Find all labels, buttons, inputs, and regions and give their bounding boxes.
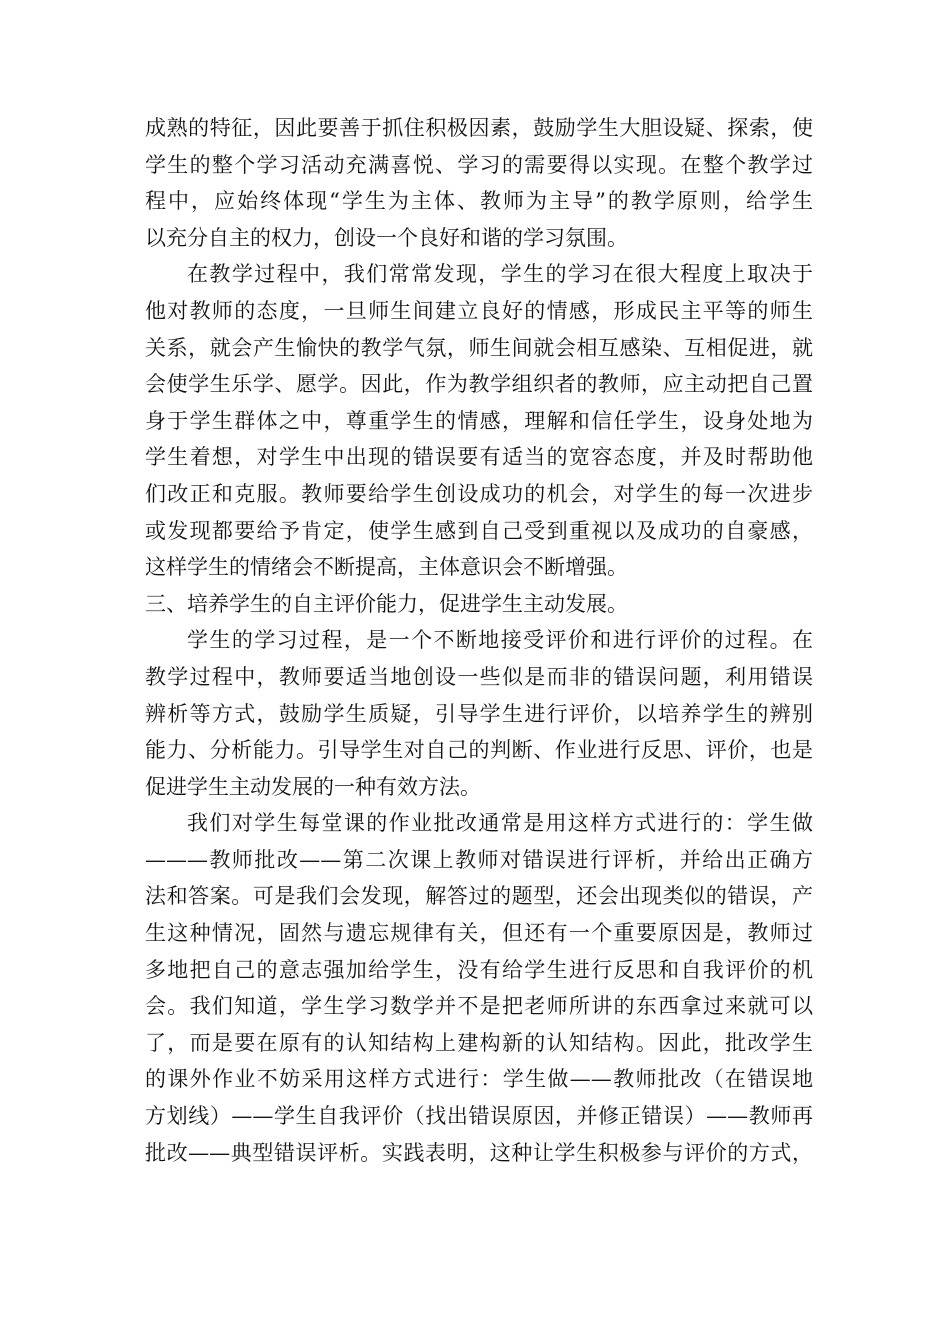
text-line: 或发现都要给予肯定，使学生感到自己受到重视以及成功的自豪感， (145, 518, 813, 543)
text-line: 以充分自主的权力，创设一个良好和谐的学习氛围。 (145, 225, 628, 250)
text-line: 批改——典型错误评析。实践表明，这种让学生积极参与评价的方式， (145, 1140, 813, 1165)
text-line: 学生的整个学习活动充满喜悦、学习的需要得以实现。在整个教学过 (145, 152, 813, 177)
text-line: 法和答案。可是我们会发现，解答过的题型，还会出现类似的错误，产 (145, 884, 813, 909)
text-line: 这样学生的情绪会不断提高，主体意识会不断增强。 (145, 555, 628, 580)
text-line: 能力、分析能力。引导学生对自己的判断、作业进行反思、评价，也是 (145, 738, 813, 763)
body-text (145, 110, 813, 1171)
text-line: 身于学生群体之中，尊重学生的情感，理解和信任学生，设身处地为 (145, 408, 813, 433)
text-line: ———教师批改——第二次课上教师对错误进行评析，并给出正确方 (145, 847, 813, 872)
text-line: 关系，就会产生愉快的教学气氛，师生间就会相互感染、互相促进，就 (145, 335, 813, 360)
text-line: 会。我们知道，学生学习数学并不是把老师所讲的东西拿过来就可以 (145, 994, 813, 1019)
text-line: 多地把自己的意志强加给学生，没有给学生进行反思和自我评价的机 (145, 957, 813, 982)
text-line: 的课外作业不妨采用这样方式进行：学生做——教师批改（在错误地 (145, 1067, 813, 1092)
text-line: 会使学生乐学、愿学。因此，作为教学组织者的教师，应主动把自己置 (145, 372, 813, 397)
text-line: 我们对学生每堂课的作业批改通常是用这样方式进行的：学生做 (187, 811, 813, 836)
text-line: 他对教师的态度，一旦师生间建立良好的情感，形成民主平等的师生 (145, 298, 813, 323)
text-line: 学生着想，对学生中出现的错误要有适当的宽容态度，并及时帮助他 (145, 445, 813, 470)
text-line: 生这种情况，固然与遗忘规律有关，但还有一个重要原因是，教师过 (145, 921, 813, 946)
text-line: 教学过程中，教师要适当地创设一些似是而非的错误问题，利用错误 (145, 664, 813, 689)
text-line: 程中，应始终体现“学生为主体、教师为主导”的教学原则，给学生 (145, 189, 813, 214)
text-line: 三、培养学生的自主评价能力，促进学生主动发展。 (145, 591, 628, 616)
text-line: 们改正和克服。教师要给学生创设成功的机会，对学生的每一次进步 (145, 481, 813, 506)
text-line: 促进学生主动发展的一种有效方法。 (145, 774, 481, 799)
text-line: 学生的学习过程，是一个不断地接受评价和进行评价的过程。在 (187, 628, 813, 653)
text-line: 在教学过程中，我们常常发现，学生的学习在很大程度上取决于 (187, 262, 813, 287)
text-line: 了，而是要在原有的认知结构上建构新的认知结构。因此，批改学生 (145, 1030, 813, 1055)
text-line: 成熟的特征，因此要善于抓住积极因素，鼓励学生大胆设疑、探索，使 (145, 116, 813, 140)
text-line: 辨析等方式，鼓励学生质疑，引导学生进行评价，以培养学生的辨别 (145, 701, 813, 726)
text-line: 方划线）——学生自我评价（找出错误原因，并修正错误）——教师再 (145, 1104, 813, 1129)
